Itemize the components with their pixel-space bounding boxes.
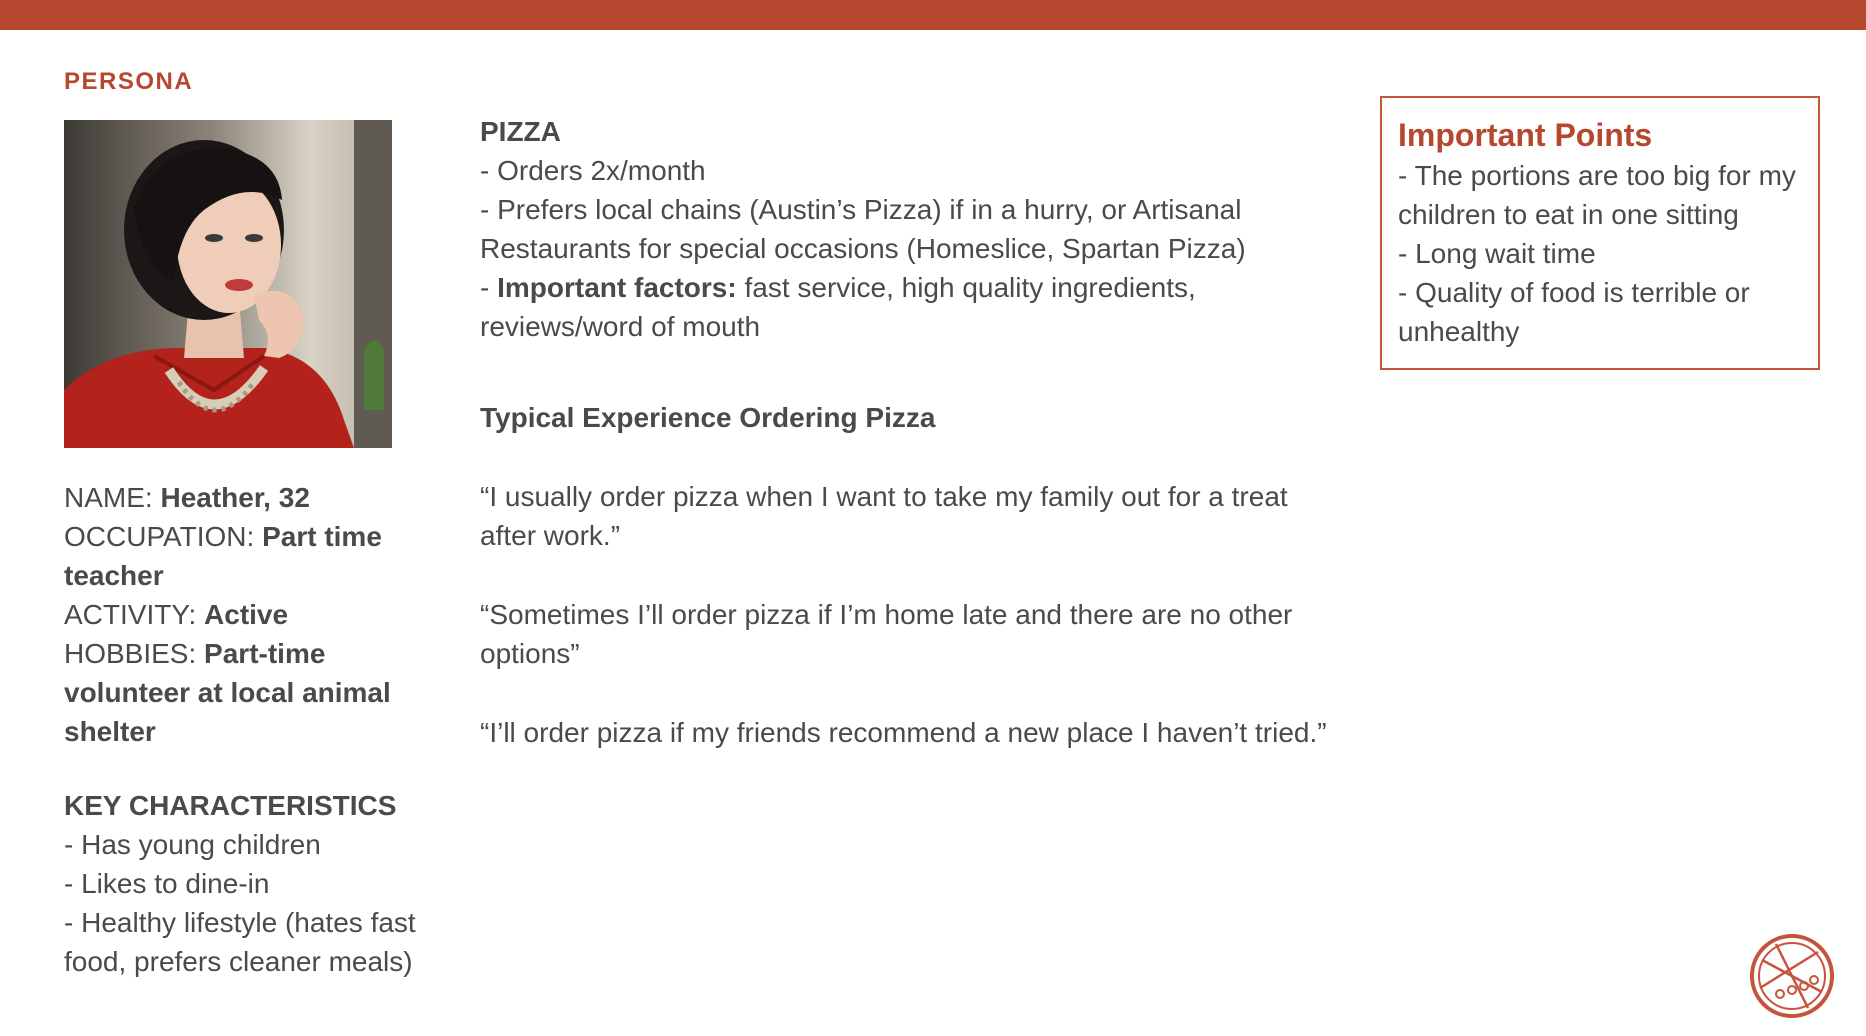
persona-profile (64, 478, 424, 751)
pizza-factors: - Important factors: fast service, high quality ingredients, reviews/word of mouth (480, 272, 1196, 342)
pizza-title: PIZZA (480, 116, 561, 147)
pizza-preferences: - Prefers local chains (Austin’s Pizza) if in a hurry, or Artisanal Restaurants for special occasions (Homeslice, Spartan Pizza) (480, 194, 1246, 264)
profile-activity: ACTIVITY: Active (64, 599, 289, 630)
profile-hobbies: HOBBIES: Part-time volunteer at local animal shelter (64, 638, 391, 747)
key-characteristics (64, 786, 424, 981)
top-accent-bar (0, 0, 1866, 30)
pizza-logo-icon (1748, 932, 1836, 1020)
important-points-box (1380, 96, 1820, 370)
important-points-title: Important Points (1398, 117, 1653, 153)
important-point-item: - Quality of food is terrible or unhealthy (1398, 277, 1750, 347)
important-point-item: - The portions are too big for my children to eat in one sitting (1398, 160, 1796, 230)
persona-photo (64, 120, 392, 448)
experience-quote: “Sometimes I’ll order pizza if I’m home late and there are no other options” (480, 599, 1293, 669)
experience-quote: “I’ll order pizza if my friends recommend a new place I haven’t tried.” (480, 717, 1327, 748)
profile-occupation: OCCUPATION: Part time teacher (64, 521, 382, 591)
experience-quote: “I usually order pizza when I want to take my family out for a treat after work.” (480, 481, 1288, 551)
pizza-section (480, 112, 1340, 752)
section-label: PERSONA (64, 68, 194, 95)
key-characteristic-item: - Likes to dine-in (64, 868, 270, 899)
key-characteristic-item: - Has young children (64, 829, 321, 860)
pizza-orders: - Orders 2x/month (480, 155, 706, 186)
key-characteristic-item: - Healthy lifestyle (hates fast food, prefers cleaner meals) (64, 907, 416, 977)
important-point-item: - Long wait time (1398, 238, 1596, 269)
profile-name: NAME: Heather, 32 (64, 482, 310, 513)
key-characteristics-title: KEY CHARACTERISTICS (64, 790, 397, 821)
experience-title: Typical Experience Ordering Pizza (480, 402, 936, 433)
